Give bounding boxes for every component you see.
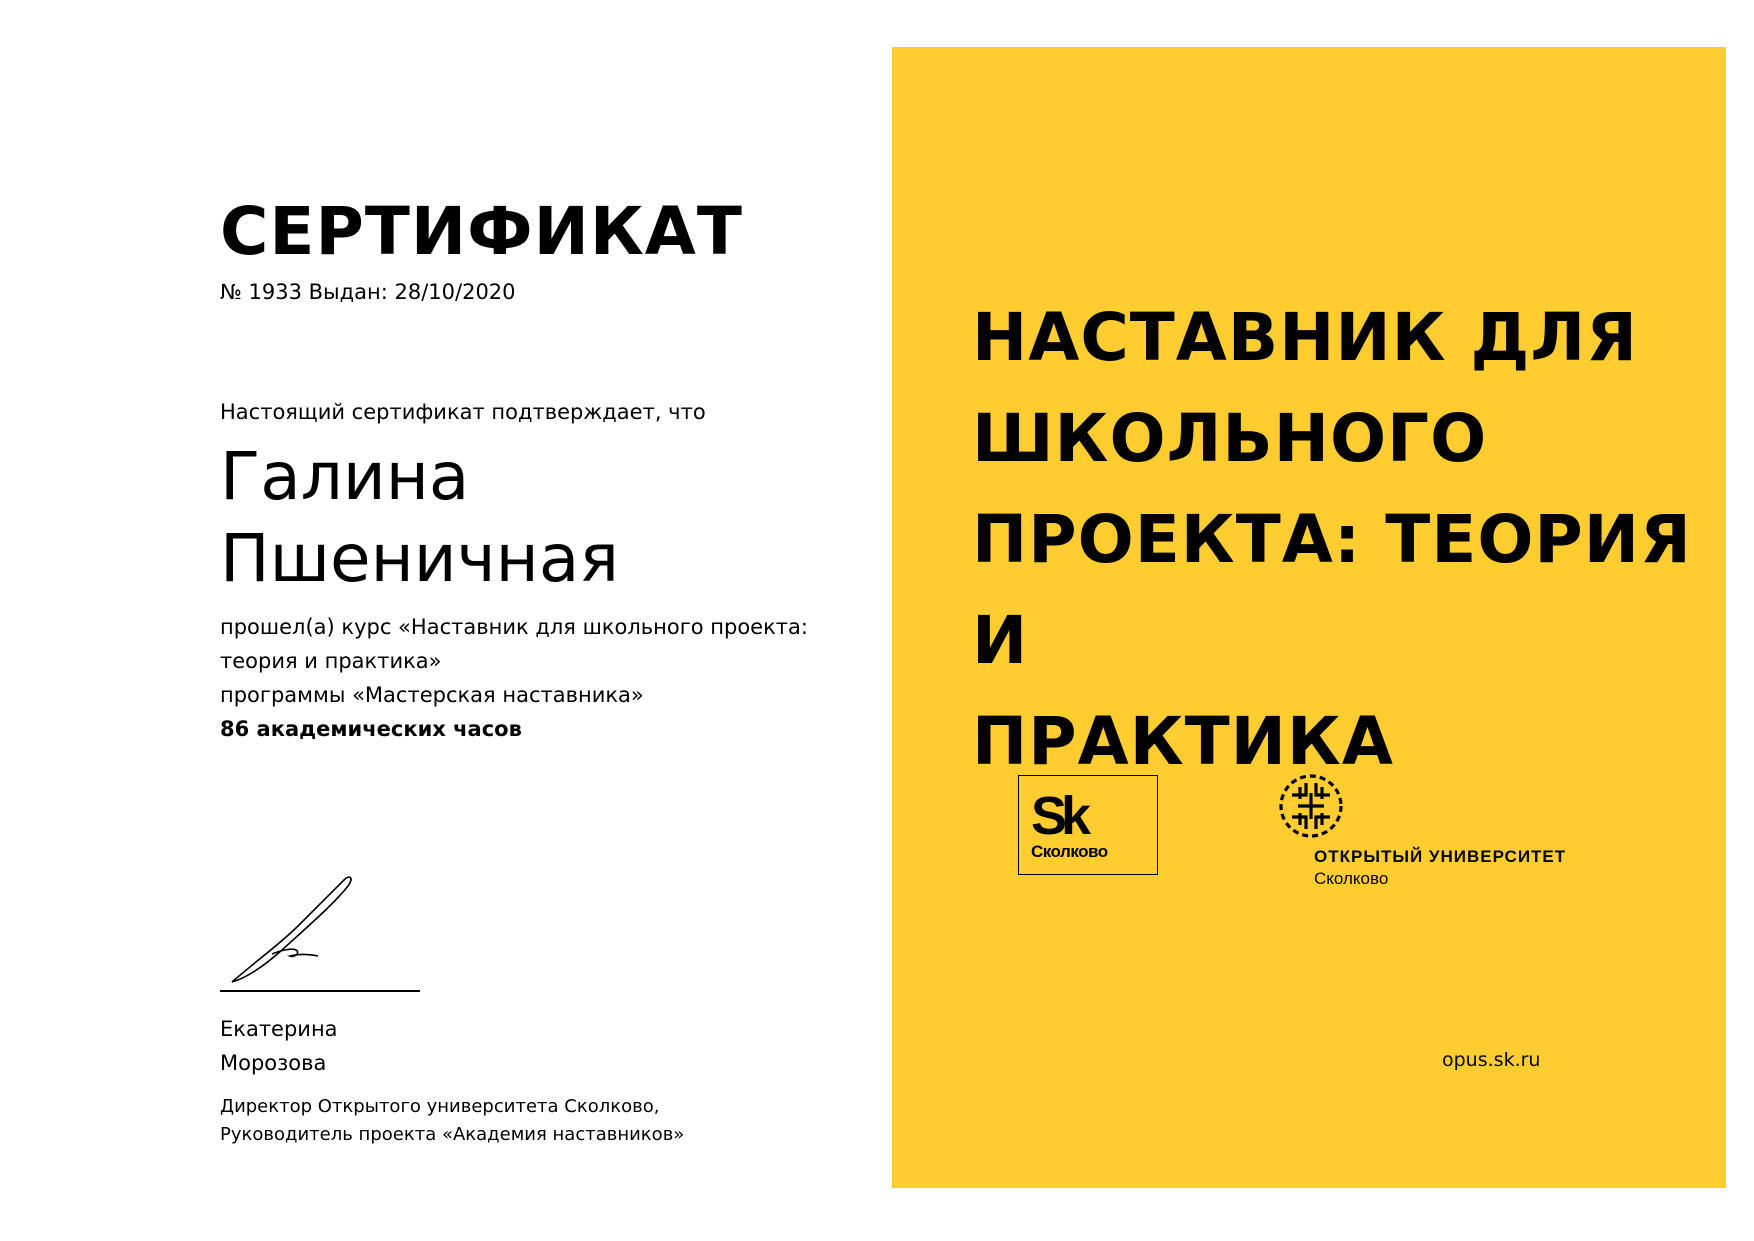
signature-image bbox=[220, 870, 420, 990]
certificate-number-date: № 1933 Выдан: 28/10/2020 bbox=[220, 280, 516, 304]
signer-position bbox=[220, 1093, 860, 1149]
open-university-emblem-icon bbox=[1278, 773, 1344, 839]
open-university-subtitle: Сколково bbox=[1314, 869, 1389, 888]
course-title bbox=[972, 287, 1712, 792]
course-title-line: ПРАКТИКА bbox=[972, 703, 1394, 780]
signer-position-line-1: Директор Открытого университета Сколково, bbox=[220, 1096, 660, 1117]
program-line: программы «Мастерская наставника» bbox=[220, 683, 644, 707]
course-title-line: ПРОЕКТА: ТЕОРИЯ И bbox=[972, 501, 1692, 679]
recipient-last-name: Пшеничная bbox=[220, 520, 619, 597]
course-title-line: ШКОЛЬНОГО bbox=[972, 400, 1488, 477]
recipient-first-name: Галина bbox=[220, 438, 470, 515]
skolkovo-logo bbox=[1018, 775, 1158, 875]
course-description bbox=[220, 610, 860, 746]
course-panel bbox=[892, 47, 1726, 1188]
recipient-name bbox=[220, 436, 820, 600]
signer-last-name: Морозова bbox=[220, 1051, 327, 1075]
signer-name bbox=[220, 1012, 420, 1080]
certificate-title: СЕРТИФИКАТ bbox=[220, 193, 743, 270]
confirmation-text: Настоящий сертификат подтверждает, что bbox=[220, 400, 706, 424]
skolkovo-logo-mark: Sk bbox=[1031, 786, 1086, 846]
signature-line bbox=[220, 990, 420, 992]
signer-position-line-2: Руководитель проекта «Академия наставников» bbox=[220, 1124, 685, 1145]
course-line-1: прошел(а) курс «Наставник для школьного проекта: bbox=[220, 615, 808, 639]
skolkovo-logo-word: Сколково bbox=[1031, 842, 1108, 861]
signer-first-name: Екатерина bbox=[220, 1017, 338, 1041]
academic-hours: 86 академических часов bbox=[220, 717, 522, 741]
course-title-line: НАСТАВНИК ДЛЯ bbox=[972, 299, 1638, 376]
course-line-2: теория и практика» bbox=[220, 649, 442, 673]
open-university-name: ОТКРЫТЫЙ УНИВЕРСИТЕТ bbox=[1314, 847, 1567, 866]
website-link[interactable]: opus.sk.ru bbox=[1442, 1049, 1541, 1071]
